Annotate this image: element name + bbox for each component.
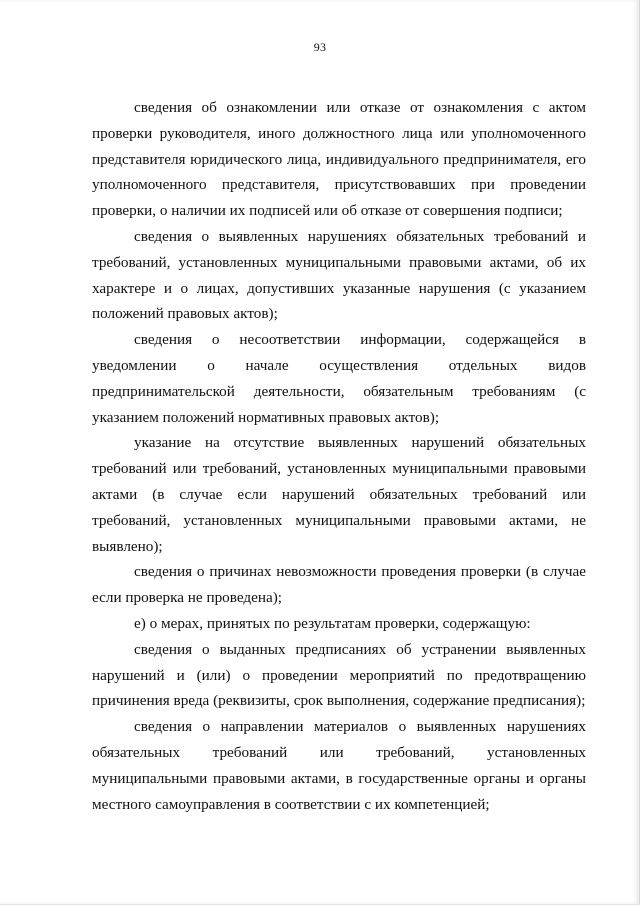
- paragraph-measures-heading: е) о мерах, принятых по результатам проверки, содержащую:: [134, 614, 531, 632]
- paragraph-notification-mismatch: сведения о несоответствии информации, содержащейся в уведомлении о начале осуществления отдельных видов предпринимательской деятельности, обязательным требованиям (с указанием положений нормативных правовых актов);: [92, 331, 586, 426]
- paragraph-no-violations: указание на отсутствие выявленных нарушений обязательных требований или требований, установленных муниципальными правовыми актами (в случае если нарушений обязательных требований или требований, установленных муниципальными правовыми актами, не выявлено);: [92, 434, 586, 555]
- paragraph-materials-referral: сведения о направлении материалов о выявленных нарушениях обязательных требований или требований, установленных муниципальными правовыми актами, в государственные органы и органы местного самоуправления в соответствии с их компетенцией;: [92, 718, 586, 813]
- paragraph-inspection-impossible: сведения о причинах невозможности проведения проверки (в случае если проверка не проведена);: [92, 563, 586, 607]
- page-number: 93: [313, 40, 327, 54]
- paragraph-familiarization-info: сведения об ознакомлении или отказе от ознакомления с актом проверки руководителя, иного должностного лица или уполномоченного представителя юридического лица, индивидуального предпринимателя, его уполномоченного представителя, присутствовавших при проведении проверки, о наличии их подписей или об отказе от совершения подписи;: [92, 99, 586, 220]
- document-body: [92, 95, 586, 817]
- paragraph-violations-info: сведения о выявленных нарушениях обязательных требований и требований, установленных муниципальными правовыми актами, об их характере и о лицах, допустивших указанные нарушения (с указанием положений правовых актов);: [92, 227, 586, 323]
- paragraph-prescriptions-info: сведения о выданных предписаниях об устранении выявленных нарушений и (или) о проведении мероприятий по предотвращению причинения вреда (реквизиты, срок выполнения, содержание предписания);: [92, 640, 586, 710]
